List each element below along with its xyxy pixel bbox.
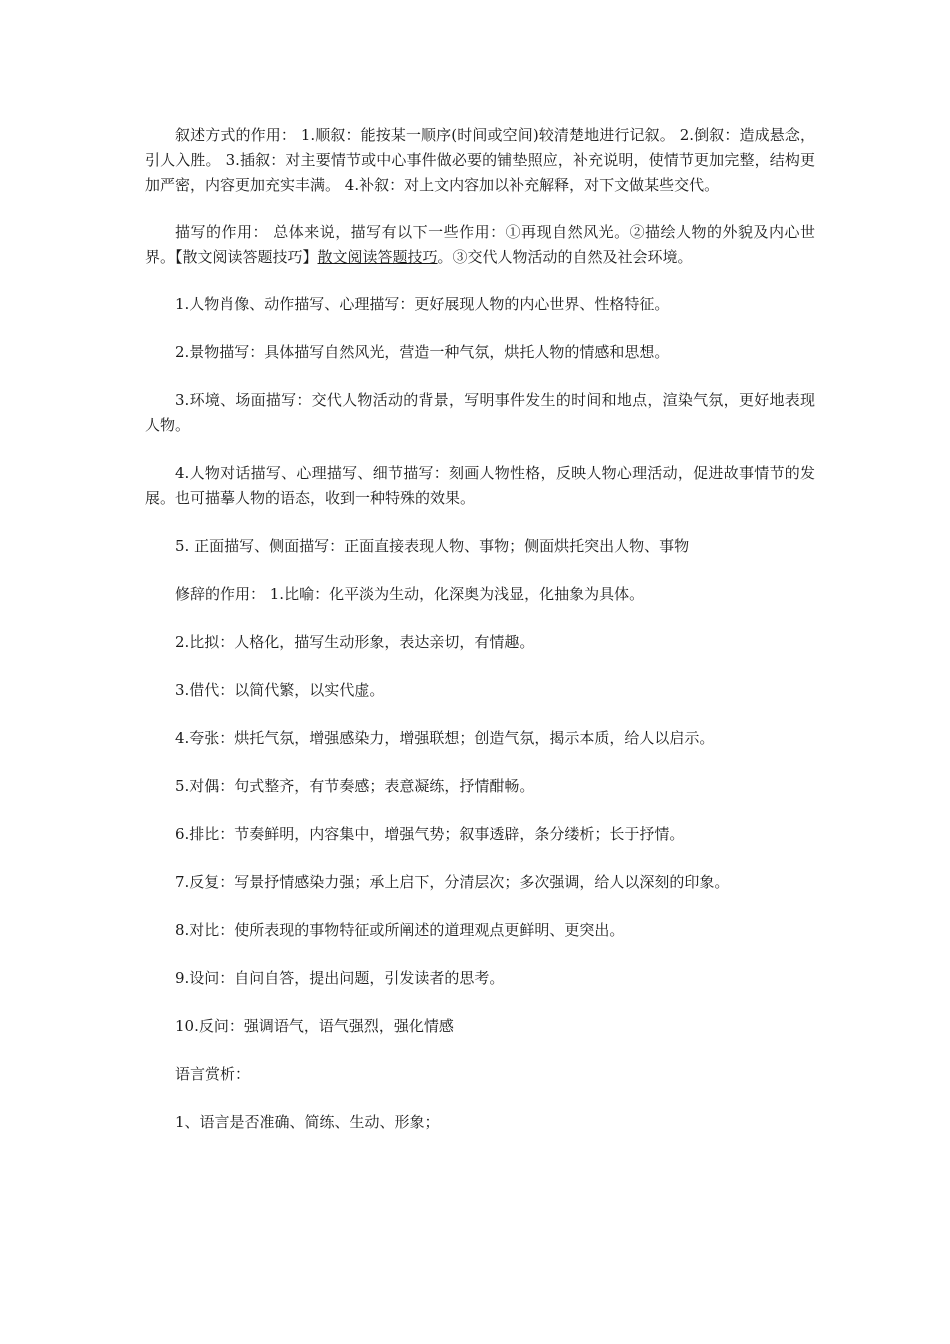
rhetoric-item-4: 4.夸张：烘托气氛，增强感染力，增强联想；创造气氛，揭示本质，给人以启示。: [175, 729, 715, 747]
rhetoric-item-10: 10.反问：强调语气，语气强烈，强化情感: [175, 1017, 454, 1035]
desc-item-5: 5. 正面描写、侧面描写：正面直接表现人物、事物；侧面烘托突出人物、事物: [175, 537, 690, 555]
narration-paragraph: 叙述方式的作用： 1.顺叙：能按某一顺序(时间或空间)较清楚地进行记叙。 2.倒叙：造成悬念，引人入胜。 3.插叙：对主要情节或中心事件做必要的铺垫照应，补充说明，使情节更加完整，结构更加严密，内容更加充实丰满。 4.补叙：对上文内容加以补充解释，对下文做某些交代。: [145, 126, 815, 194]
description-text-2: 。③交代人物活动的自然及社会环境。: [437, 248, 693, 266]
essay-reading-tips-link[interactable]: 散文阅读答题技巧: [317, 248, 438, 266]
rhetoric-item-5: 5.对偶：句式整齐，有节奏感；表意凝练，抒情酣畅。: [175, 777, 535, 795]
rhetoric-item-3: 3.借代：以简代繁，以实代虚。: [175, 681, 385, 699]
language-item-1: 1、语言是否准确、简练、生动、形象；: [175, 1113, 440, 1131]
rhetoric-item-8: 8.对比：使所表现的事物特征或所阐述的道理观点更鲜明、更突出。: [175, 921, 625, 939]
desc-item-3: 3.环境、场面描写：交代人物活动的背景，写明事件发生的时间和地点，渲染气氛，更好地表现人物。: [145, 391, 815, 434]
desc-item-4: 4.人物对话描写、心理描写、细节描写：刻画人物性格，反映人物心理活动，促进故事情节的发展。也可描摹人物的语态，收到一种特殊的效果。: [145, 464, 815, 507]
language-title: 语言赏析：: [175, 1065, 251, 1083]
rhetoric-item-7: 7.反复：写景抒情感染力强；承上启下，分清层次；多次强调，给人以深刻的印象。: [175, 873, 730, 891]
description-paragraph: [145, 220, 815, 270]
desc-item-2: 2.景物描写：具体描写自然风光，营造一种气氛，烘托人物的情感和思想。: [175, 343, 670, 361]
rhetoric-item-6: 6.排比：节奏鲜明，内容集中，增强气势；叙事透辟，条分缕析；长于抒情。: [175, 825, 685, 843]
rhetoric-item-9: 9.设问：自问自答，提出问题，引发读者的思考。: [175, 969, 505, 987]
document-body: [145, 123, 815, 1135]
description-text-1: 描写的作用： 总体来说，描写有以下一些作用：①再现自然风光。②描绘人物的外貌及内心世界。【散文阅读答题技巧】: [145, 223, 815, 266]
rhetoric-intro: 修辞的作用： 1.比喻：化平淡为生动，化深奥为浅显，化抽象为具体。: [175, 585, 645, 603]
desc-item-1: 1.人物肖像、动作描写、心理描写：更好展现人物的内心世界、性格特征。: [175, 295, 670, 313]
rhetoric-item-2: 2.比拟：人格化，描写生动形象，表达亲切，有情趣。: [175, 633, 535, 651]
